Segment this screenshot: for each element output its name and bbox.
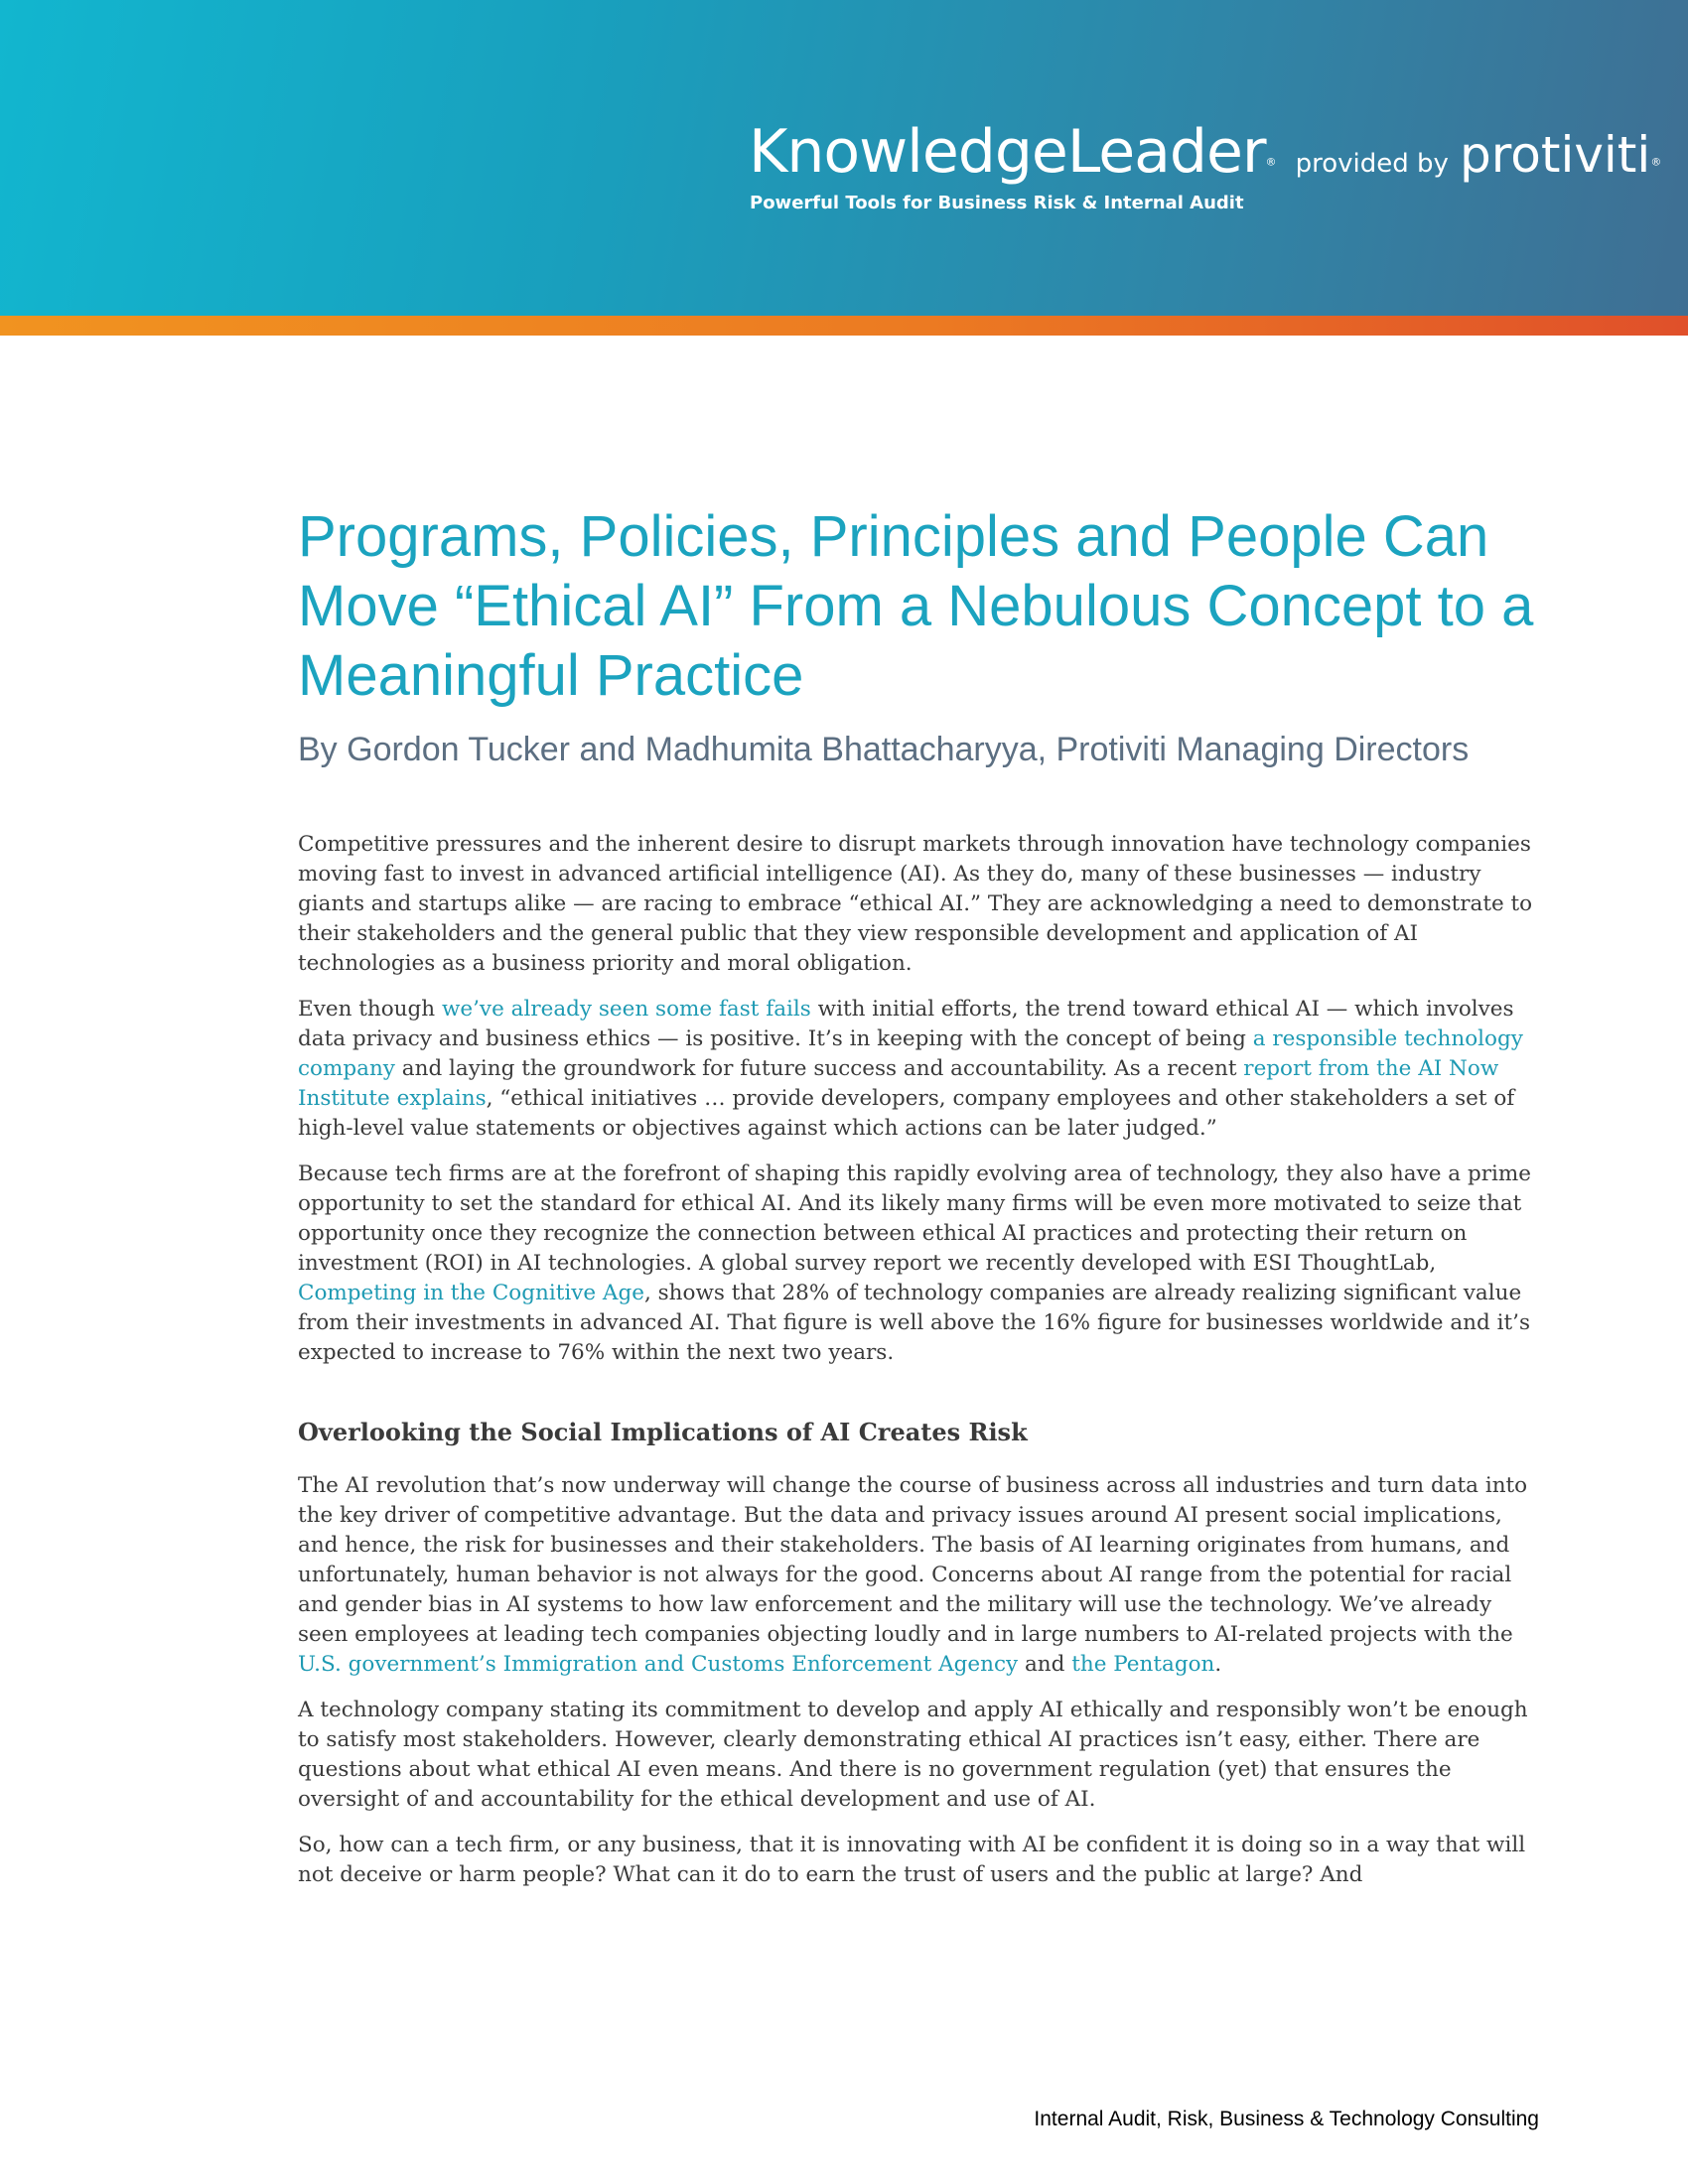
brand-tagline: Powerful Tools for Business Risk & Internal Audit <box>750 193 1244 213</box>
brand-logo <box>749 117 1661 187</box>
brand-company: protiviti <box>1460 126 1651 184</box>
cognitive-age-link[interactable]: Competing in the Cognitive Age <box>298 1281 644 1305</box>
paragraph-text: Even though <box>298 997 442 1022</box>
brand-provided-by: provided by <box>1295 149 1449 179</box>
responsible-tech-company-link[interactable]: a responsible technology company <box>298 1026 1523 1081</box>
paragraph-text: and <box>1018 1652 1072 1677</box>
brand-name: KnowledgeLeader <box>749 117 1266 187</box>
footer-text: Internal Audit, Risk, Business & Technology Consulting <box>1034 2108 1539 2130</box>
paragraph-text: , “ethical initiatives … provide developers, company employees and other stakeholders a set of high-level value statements or objectives against which actions can be later judged.” <box>298 1086 1515 1141</box>
ai-now-report-link[interactable]: report from the AI Now Institute explains <box>298 1056 1499 1111</box>
paragraph-5: A technology company stating its commitment to develop and apply AI ethically and responsibly won’t be enough to satisfy most stakeholders. However, clearly demonstrating ethical AI practices isn’t easy, either. There are questions about what ethical AI even means. And there is no government regulation (yet) that ensures the oversight of and accountability for the ethical development and use of AI. <box>298 1698 1528 1812</box>
paragraph-4 <box>298 1471 1541 1680</box>
paragraph-text: Because tech firms are at the forefront of shaping this rapidly evolving area of technology, they also have a prime opportunity to set the standard for ethical AI. And its likely many firms will be even more motivated to seize that opportunity once they recognize the connection between ethical AI practices and protecting their return on investment (ROI) in AI technologies. A global survey report we recently developed with ESI ThoughtLab, <box>298 1161 1531 1276</box>
paragraph-text: . <box>1214 1652 1222 1677</box>
paragraph-3 <box>298 1160 1541 1368</box>
paragraph-1: Competitive pressures and the inherent desire to disrupt markets through innovation have technology companies moving fast to invest in advanced artificial intelligence (AI). As they do, many of these businesses — industry giants and startups alike — are racing to embrace “ethical AI.” They are acknowledging a need to demonstrate to their stakeholders and the general public that they view responsible development and application of AI technologies as a business priority and moral obligation. <box>298 832 1533 976</box>
article-title: Programs, Policies, Principles and People Can Move “Ethical AI” From a Nebulous Concept to a Meaningful Practice <box>298 504 1534 708</box>
company-registered-mark: ® <box>1650 155 1662 169</box>
paragraph-text: and laying the groundwork for future success and accountability. As a recent <box>394 1056 1244 1081</box>
article-body <box>298 830 1541 1890</box>
paragraph-text: The AI revolution that’s now underway will change the course of business across all industries and turn data into the key driver of competitive advantage. But the data and privacy issues around AI present social implications, and hence, the risk for businesses and their stakeholders. The basis of AI learning originates from humans, and unfortunately, human behavior is not always for the good. Concerns about AI range from the potential for racial and gender bias in AI systems to how law enforcement and the military will use the technology. We’ve already seen employees at leading tech companies objecting loudly and in large numbers to AI-related projects with the <box>298 1473 1528 1647</box>
paragraph-2 <box>298 995 1541 1144</box>
paragraph-text: with initial efforts, the trend toward ethical AI — which involves data privacy and business ethics — is positive. It’s in keeping with the concept of being <box>298 997 1514 1051</box>
header-accent-bar <box>0 316 1688 336</box>
article-byline: By Gordon Tucker and Madhumita Bhattacharyya, Protiviti Managing Directors <box>298 731 1470 768</box>
article <box>298 502 1541 1906</box>
paragraph-6: So, how can a tech firm, or any business, that it is innovating with AI be confident it is doing so in a way that will not deceive or harm people? What can it do to earn the trust of users and the public at large? And <box>298 1833 1526 1887</box>
pentagon-link[interactable]: the Pentagon <box>1071 1652 1215 1677</box>
brand-registered-mark: ® <box>1265 155 1277 169</box>
ice-agency-link[interactable]: U.S. government’s Immigration and Customs Enforcement Agency <box>298 1652 1019 1677</box>
fast-fails-link[interactable]: we’ve already seen some fast fails <box>441 997 811 1022</box>
paragraph-text: , shows that 28% of technology companies are already realizing significant value from their investments in advanced AI. That figure is well above the 16% figure for businesses worldwide and it’s expected to increase to 76% within the next two years. <box>298 1281 1531 1365</box>
section-heading: Overlooking the Social Implications of AI Creates Risk <box>298 1418 1028 1446</box>
